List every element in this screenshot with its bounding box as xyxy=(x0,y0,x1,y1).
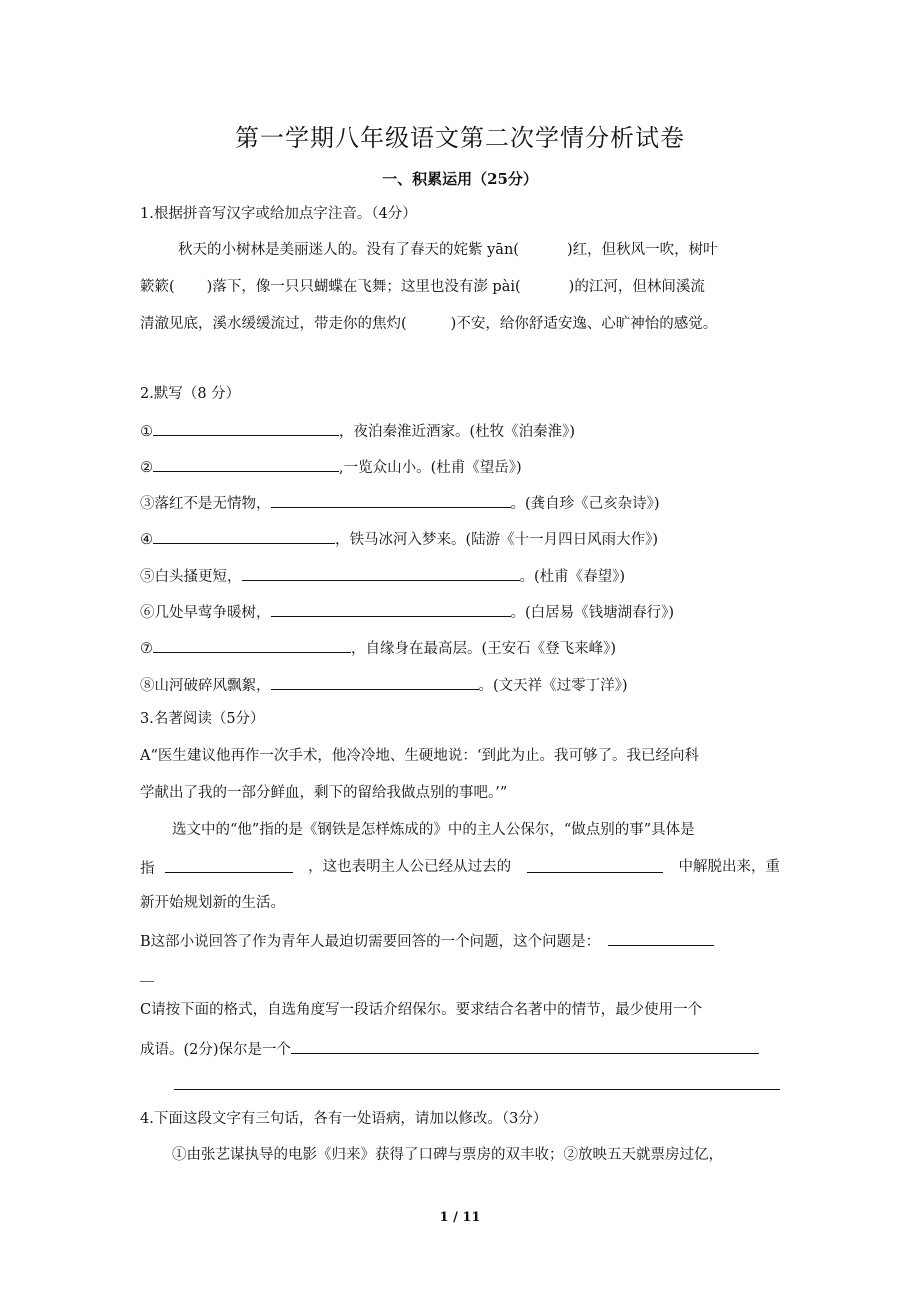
question-1-line-2 xyxy=(140,277,705,297)
q1-text: 簌簌( xyxy=(140,279,175,295)
item-text: ② xyxy=(140,460,153,476)
question-2-header: 2.默写（8 分） xyxy=(140,386,241,402)
answer-blank[interactable] xyxy=(153,528,335,544)
dictation-item-2 xyxy=(140,456,522,478)
question-1-header: 1.根据拼音写汉字或给加点字注音。（4分） xyxy=(140,206,417,222)
q3-a-line-5: 新开始规划新的生活。 xyxy=(140,895,285,911)
item-text: ③落红不是无情物， xyxy=(140,496,271,512)
q3-text: 成语。(2分)保尔是一个 xyxy=(140,1042,292,1058)
dictation-item-3 xyxy=(140,492,660,514)
item-text: 。(文天祥《过零丁洋》) xyxy=(478,678,628,694)
q1-text: )的江河，但林间溪流 xyxy=(568,279,705,295)
q1-text: 清澈见底，溪水缓缓流过，带走你的焦灼( xyxy=(140,316,407,332)
q1-text: )红，但秋风一吹，树叶 xyxy=(566,242,718,258)
answer-blank[interactable] xyxy=(271,674,479,690)
question-1-line-1 xyxy=(178,240,718,260)
q3-text: ，这也表明主人公已经从过去的 xyxy=(308,859,512,875)
answer-blank[interactable] xyxy=(165,857,293,873)
item-text: ,一览众山小。(杜甫《望岳》) xyxy=(339,460,522,476)
q3-text: 指 xyxy=(140,861,155,877)
answer-blank[interactable] xyxy=(608,930,714,946)
dictation-item-1 xyxy=(140,420,575,442)
question-3-header: 3.名著阅读（5分） xyxy=(140,711,265,727)
answer-blank[interactable] xyxy=(140,966,154,982)
dictation-item-4 xyxy=(140,528,658,550)
item-text: ，铁马冰河入梦来。(陆游《十一月四日风雨大作》) xyxy=(335,532,659,548)
q3-a-line-3: 选文中的“他”指的是《钢铁是怎样炼成的》中的主人公保尔，“做点别的事”具体是 xyxy=(172,822,695,838)
dictation-item-5 xyxy=(140,565,625,587)
item-text: ⑦ xyxy=(140,641,153,657)
answer-blank[interactable] xyxy=(271,492,511,508)
page-number: 1 / 11 xyxy=(439,1210,481,1225)
q3-a-line-2: 学献出了我的一部分鲜血，剩下的留给我做点别的事吧。’” xyxy=(140,785,508,801)
q3-text: B这部小说回答了作为青年人最迫切需要回答的一个问题，这个问题是： xyxy=(140,934,601,950)
item-text: ⑥几处早莺争暖树， xyxy=(140,605,271,621)
item-text: ⑧山河破碎风飘絮， xyxy=(140,678,271,694)
answer-blank[interactable] xyxy=(174,1074,780,1090)
q3-a-line-1: A“医生建议他再作一次手术，他冷冷地、生硬地说：‘到此为止。我可够了。我已经向科 xyxy=(140,748,699,764)
q1-text: )落下，像一只只蝴蝶在飞舞；这里也没有澎 pài( xyxy=(206,279,521,295)
q3-b-line xyxy=(140,930,714,952)
q3-b-continuation xyxy=(140,966,154,988)
item-text: ④ xyxy=(140,532,153,548)
q3-c-line-2 xyxy=(140,1038,759,1060)
answer-blank[interactable] xyxy=(291,1038,759,1054)
question-1-line-3 xyxy=(140,314,717,334)
answer-blank[interactable] xyxy=(527,857,663,873)
answer-blank[interactable] xyxy=(242,565,520,581)
q1-text: 秋天的小树林是美丽迷人的。没有了春天的姹紫 yān( xyxy=(178,242,519,258)
q4-line-1: ①由张艺谋执导的电影《归来》获得了口碑与票房的双丰收；②放映五天就票房过亿， xyxy=(172,1147,723,1163)
item-text: ① xyxy=(140,424,153,440)
question-4-header: 4.下面这段文字有三句话，各有一处语病，请加以修改。（3分） xyxy=(140,1111,548,1127)
item-text: 。(龚自珍《己亥杂诗》) xyxy=(510,496,660,512)
item-text: 。(白居易《钱塘湖春行》) xyxy=(510,605,675,621)
dictation-item-6 xyxy=(140,601,674,623)
item-text: 。(杜甫《春望》) xyxy=(519,569,626,585)
item-text: ，夜泊秦淮近酒家。(杜牧《泊秦淮》) xyxy=(339,424,576,440)
answer-blank[interactable] xyxy=(153,456,339,472)
q1-text: )不安，给你舒适安逸、心旷神怡的感觉。 xyxy=(450,316,718,332)
q3-text xyxy=(140,857,293,879)
q3-c-answer-line xyxy=(174,1074,780,1096)
item-text: ，自缘身在最高层。(王安石《登飞来峰》) xyxy=(351,641,617,657)
dictation-item-7 xyxy=(140,637,616,659)
item-text: ⑤白头搔更短， xyxy=(140,569,242,585)
exam-title: 第一学期八年级语文第二次学情分析试卷 xyxy=(235,124,685,152)
dictation-item-8 xyxy=(140,674,628,696)
section-heading: 一、积累运用（25分） xyxy=(382,170,538,188)
q3-c-line-1: C请按下面的格式，自选角度写一段话介绍保尔。要求结合名著中的情节，最少使用一个 xyxy=(140,1002,703,1018)
q3-text: 中解脱出来，重 xyxy=(678,859,780,875)
answer-blank[interactable] xyxy=(153,420,339,436)
answer-blank[interactable] xyxy=(153,637,351,653)
answer-blank[interactable] xyxy=(271,601,511,617)
q3-a-line-4 xyxy=(140,857,780,879)
